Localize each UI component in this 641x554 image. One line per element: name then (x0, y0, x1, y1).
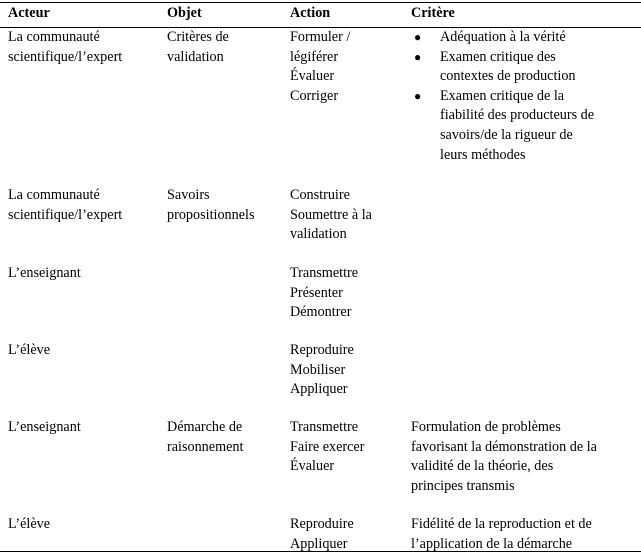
row4-action: Reproduire Mobiliser Appliquer (290, 342, 354, 398)
row1-action: Formuler / légiférer Évaluer Corriger (290, 29, 351, 104)
header-critere: Critère (411, 5, 455, 21)
row5-action: Transmettre Faire exercer Évaluer (290, 419, 365, 475)
header-objet: Objet (167, 5, 202, 21)
row3-action: Transmettre Présenter Démontrer (290, 265, 359, 321)
row1-critere-list (411, 28, 594, 165)
bullet-icon: ● (414, 30, 422, 44)
row2-acteur: La communauté scientifique/l’expert (8, 187, 123, 223)
row4-acteur: L’élève (8, 342, 51, 358)
bullet-icon: ● (414, 49, 422, 64)
row5-acteur: L’enseignant (8, 419, 81, 435)
row5-critere: Formulation de problèmes favorisant la démonstration de la validité de la théorie, des principes transmis (411, 419, 597, 494)
table-top-rule (0, 2, 641, 3)
row1-acteur: La communauté scientifique/l’expert (8, 29, 123, 65)
row6-critere: Fidélité de la reproduction et de l’application de la démarche (411, 516, 592, 552)
row1-objet: Critères de validation (167, 29, 229, 65)
row2-action: Construire Soumettre à la validation (290, 187, 372, 243)
list-item: ● Adéquation à la vérité (411, 28, 594, 48)
row5-objet: Démarche de raisonnement (167, 419, 244, 455)
list-item: ● Examen critique de la fiabilité des producteurs de savoirs/de la rigueur de leurs méthodes (414, 87, 595, 163)
list-item: ● Examen critique des contextes de production (414, 48, 576, 85)
bullet-icon: ● (414, 88, 422, 103)
row6-acteur: L’élève (8, 516, 51, 532)
header-action: Action (290, 5, 331, 21)
row3-acteur: L’enseignant (8, 265, 81, 281)
row6-action: Reproduire Appliquer (290, 516, 354, 552)
row2-objet: Savoirs propositionnels (167, 187, 255, 223)
header-acteur: Acteur (8, 5, 50, 21)
